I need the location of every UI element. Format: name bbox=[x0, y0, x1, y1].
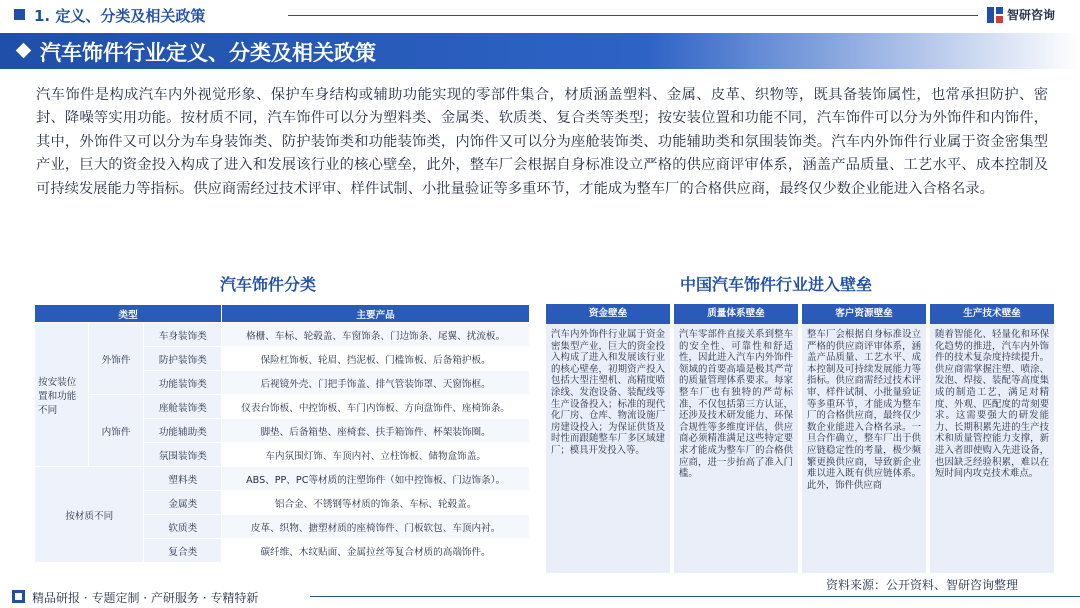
row-name: 塑料类 bbox=[144, 467, 222, 491]
row-name: 功能辅助类 bbox=[144, 419, 222, 443]
row-name: 复合类 bbox=[144, 539, 222, 563]
row-products: ABS、PP、PC等材质的注塑饰件（如中控饰板、门边饰条）。 bbox=[222, 467, 530, 491]
barrier-text: 整车厂会根据自身标准设立严格的供应商评审体系，涵盖产品质量、工艺水平、成本控制及可持续发展能力等指标。供应商需经过技术评审、样件试制、小批量验证等多重环节，才能成为整车厂的合格供应商，最终仅少数企业能进入合格名录。一旦合作确立，整车厂出于供应链稳定性的考量，极少频繁更换供应商，导致新企业难以进入既有供应链体系。此外，饰件供应商 bbox=[807, 329, 921, 491]
table-row bbox=[35, 467, 530, 491]
barrier-panel-customer bbox=[802, 304, 926, 573]
data-source: 资料来源：公开资料、智研咨询整理 bbox=[826, 578, 1019, 592]
diamond-icon bbox=[16, 43, 32, 59]
row-products: 仪表台饰板、中控饰板、车门内饰板、方向盘饰件、座椅饰条。 bbox=[222, 395, 530, 419]
table-header-row bbox=[35, 305, 530, 323]
barrier-panel-capital bbox=[546, 304, 670, 573]
group-label: 按材质不同 bbox=[35, 467, 144, 563]
top-header bbox=[0, 0, 1080, 32]
barrier-title: 客户资源壁垒 bbox=[802, 304, 926, 324]
barrier-text: 汽车内外饰件行业属于资金密集型产业，巨大的资金投入构成了进入和发展该行业的核心壁垒，初期资产投入包括大型注塑机、高精度喷涂线、发泡设备、装配线等生产设备投入；标准的现代化厂房、仓库、物流设施厂房建设投入；为保证供货及时性而跟随整车厂多区域建厂；模具开发投入等。 bbox=[551, 329, 665, 456]
classification-title: 汽车饰件分类 bbox=[220, 275, 317, 294]
section-marker-icon bbox=[14, 9, 25, 20]
header-divider bbox=[288, 15, 978, 16]
intro-paragraph: 汽车饰件是构成汽车内外视觉形象、保护车身结构或辅助功能实现的零部件集合，材质涵盖塑料、金属、皮革、织物等，既具备装饰属性，也常承担防护、密封、降噪等实用功能。按材质不同，汽车饰件可以分为塑料类、金属类、软质类、复合类等类型；按安装位置和功能不同，汽车饰件可以分为外饰件和内饰件，其中，外饰件又可以分为车身装饰类、防护装饰类和功能装饰类，内饰件又可以分为座舱装饰类、功能辅助类和氛围装饰类。汽车内外饰件行业属于资金密集型产业，巨大的资金投入构成了进入和发展该行业的核心壁垒，此外，整车厂会根据自身标准设立严格的供应商评审体系，涵盖产品质量、工艺水平、成本控制及可持续发展能力等指标。供应商需经过技术评审、样件试制、小批量验证等多重环节，才能成为整车厂的合格供应商，最终仅少数企业能进入合格名录。 bbox=[36, 87, 1048, 197]
footer bbox=[0, 585, 1080, 608]
subgroup-label: 外饰件 bbox=[88, 323, 144, 395]
footer-tagline: 精品研报 · 专题定制 · 产研服务 · 专精特新 bbox=[32, 591, 259, 605]
barrier-title: 资金壁垒 bbox=[546, 304, 670, 324]
row-name: 防护装饰类 bbox=[144, 347, 222, 371]
page-title: 汽车饰件行业定义、分类及相关政策 bbox=[40, 41, 376, 65]
section-title: 1. 定义、分类及相关政策 bbox=[34, 7, 206, 25]
row-products: 车内氛围灯饰、车顶内衬、立柱饰板、储物盒饰盖。 bbox=[222, 443, 530, 467]
barrier-text: 随着智能化、轻量化和环保化趋势的推进，汽车内外饰件的技术复杂度持续提升。供应商需掌握注塑、喷涂、发泡、焊接、装配等高度集成的制造工艺，满足对精度、外观、匹配度的苛刻要求。这需要强大的研发能力、长期积累先进的生产技术和质量管控能力支撑，新进入者即使购入先进设备，也因缺乏经验积累，难以在短时间内攻克技术难点。 bbox=[935, 329, 1049, 480]
barrier-title: 质量体系壁垒 bbox=[674, 304, 798, 324]
row-products: 保险杠饰板、轮眉、挡泥板、门槛饰板、后备箱护板。 bbox=[222, 347, 530, 371]
subgroup-label: 内饰件 bbox=[88, 395, 144, 467]
barrier-panel-technology bbox=[930, 304, 1054, 573]
col-products-header: 主要产品 bbox=[222, 305, 530, 323]
group-label: 按安装位置和功能不同 bbox=[35, 323, 89, 467]
barrier-title: 生产技术壁垒 bbox=[930, 304, 1054, 324]
brand-logo bbox=[987, 6, 1055, 23]
row-name: 软质类 bbox=[144, 515, 222, 539]
table-row bbox=[35, 395, 530, 419]
barriers-title: 中国汽车饰件行业进入壁垒 bbox=[680, 275, 873, 294]
barrier-panel-quality bbox=[674, 304, 798, 573]
table-row bbox=[35, 323, 530, 347]
row-name: 金属类 bbox=[144, 491, 222, 515]
barrier-text: 汽车零部件直接关系到整车的安全性、可靠性和舒适性，因此进入汽车内外饰件领域的首要高墙是极其严苛的质量管理体系要求。每家整车厂也有独特的严苛标准，不仅包括第三方认证，还涉及技术研发能力、环保合规性等多维度评估，供应商必须精准满足这些特定要求才能成为整车厂的合格供应商，进一步抬高了准入门槛。 bbox=[679, 329, 793, 480]
row-products: 后视镜外壳、门把手饰盖、排气管装饰罩、天窗饰框。 bbox=[222, 371, 530, 395]
logo-text: 智研咨询 bbox=[1007, 8, 1056, 22]
row-name: 氛围装饰类 bbox=[144, 443, 222, 467]
row-products: 皮革、织物、搪塑材质的座椅饰件、门板软包、车顶内衬。 bbox=[222, 515, 530, 539]
classification-table bbox=[34, 304, 530, 563]
footer-divider bbox=[310, 596, 1080, 597]
title-banner bbox=[0, 33, 1080, 69]
row-products: 碳纤维、木纹贴面、金属拉丝等复合材质的高端饰件。 bbox=[222, 539, 530, 563]
footer-badge-icon bbox=[12, 590, 25, 603]
row-name: 车身装饰类 bbox=[144, 323, 222, 347]
row-name: 座舱装饰类 bbox=[144, 395, 222, 419]
row-name: 功能装饰类 bbox=[144, 371, 222, 395]
row-products: 铝合金、不锈钢等材质的饰条、车标、轮毂盖。 bbox=[222, 491, 530, 515]
logo-icon bbox=[987, 7, 1003, 23]
row-products: 格栅、车标、轮毂盖、车窗饰条、门边饰条、尾翼、扰流板。 bbox=[222, 323, 530, 347]
row-products: 脚垫、后备箱垫、座椅套、扶手箱饰件、杯架装饰圈。 bbox=[222, 419, 530, 443]
col-type-header: 类型 bbox=[35, 305, 222, 323]
